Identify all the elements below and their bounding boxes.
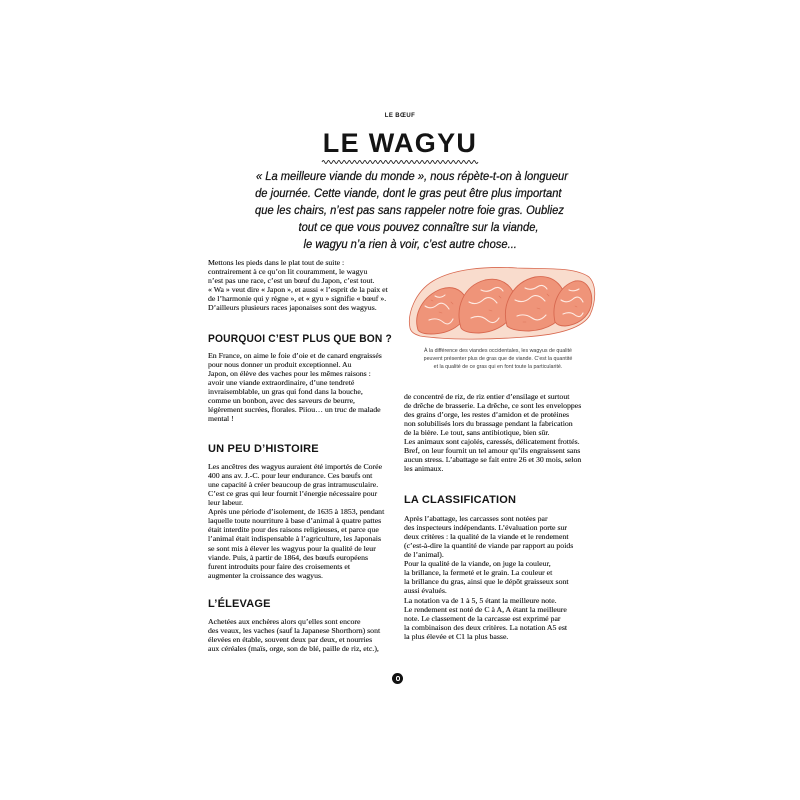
- lead-line: contrairement à ce qu’on lit couramment, le wagyu: [208, 266, 368, 276]
- section-heading-elevage: L’ÉLEVAGE: [208, 597, 271, 610]
- paragraph-line: furent introduits pour faire des croisements et: [208, 561, 351, 571]
- paragraph-elevage: [208, 617, 392, 653]
- illustration-caption: [404, 347, 592, 371]
- paragraph-line: leur labeur.: [208, 498, 244, 508]
- paragraph-line: de l’animal).: [404, 550, 444, 560]
- page-number-glyph-icon: [396, 676, 400, 681]
- paragraph-line: Les animaux sont cajolés, caressés, délicatement frottés.: [404, 437, 580, 447]
- paragraph-line: l’animal était indispensable à l’agriculture, les Japonais: [208, 534, 381, 544]
- paragraph-line: élevées en étable, souvent deux par deux, et nourries: [208, 634, 373, 644]
- paragraph-elevage-continued: [404, 392, 592, 474]
- paragraph-line: se sont mis à élever les wagyus pour la qualité de leur: [208, 543, 376, 553]
- paragraph-line: de drêche de brasserie. La drêche, ce sont les enveloppes: [404, 400, 582, 410]
- intro-line: de journée. Cette viande, dont le gras peut être plus important: [255, 186, 562, 200]
- caption-line: et la qualité de ce gras qui en font toute la particularité.: [433, 364, 563, 371]
- paragraph-line: En France, on aime le foie d’oie et de canard engraissés: [208, 350, 382, 360]
- paragraph-line: des grains d’orge, les restes d’amidon et de protéines: [404, 409, 570, 419]
- paragraph-line: avoir une viande extraordinaire, d’une tendreté: [208, 377, 355, 387]
- paragraph-line: Après une période d’isolement, de 1635 à 1853, pendant: [208, 507, 385, 517]
- paragraph-line: note. Le classement de la carcasse est exprimé par: [404, 613, 561, 623]
- paragraph-line: Après l’abattage, les carcasses sont notées par: [404, 513, 548, 523]
- paragraph-line: la plus élevée et C1 la plus basse.: [404, 631, 509, 641]
- paragraph-line: aussi évalués.: [404, 586, 447, 596]
- paragraph-line: la combinaison des deux critères. La notation A5 est: [404, 622, 568, 632]
- paragraph-line: Japon, on élève des vaches pour les mêmes raisons :: [208, 368, 371, 378]
- paragraph-histoire: [208, 462, 392, 580]
- paragraph-pourquoi: [208, 351, 392, 424]
- paragraph-line: invraisemblable, un gras qui fond dans la bouche,: [208, 387, 363, 397]
- intro-line: « La meilleure viande du monde », nous répète-t-on à longueur: [255, 169, 568, 183]
- paragraph-line: était interdite pour des raisons religieuses, et parce que: [208, 525, 379, 535]
- paragraph-line: la brillance du gras, ainsi que le dépôt graisseux sont: [404, 577, 569, 587]
- paragraph-line: mental !: [208, 414, 234, 424]
- paragraph-line: aux céréales (maïs, orge, son de blé, paille de riz, etc.),: [208, 643, 379, 653]
- marbled-wagyu-meat-illustration: [405, 262, 597, 342]
- intro-line: tout ce que vous pouvez connaître sur la viande,: [298, 220, 539, 234]
- decorative-squiggle-divider: [321, 158, 479, 166]
- paragraph-classification: [404, 514, 592, 641]
- intro-line: le wagyu n’a rien à voir, c’est autre chose...: [303, 237, 517, 251]
- paragraph-line: augmenter la croissance des wagyus.: [208, 570, 323, 580]
- paragraph-line: de concentré de riz, de riz entier d’ensilage et surtout: [404, 391, 570, 401]
- lead-line: de l’harmonie qui y règne », et « gyu » signifie « bœuf ».: [208, 294, 387, 304]
- section-heading-histoire: UN PEU D’HISTOIRE: [208, 442, 319, 455]
- lead-line: « Wa » veut dire « Japon », et aussi « l’esprit de la paix et: [208, 284, 388, 294]
- paragraph-line: non solubilisés lors du brassage pendant la fabrication: [404, 418, 573, 428]
- section-heading-classification: LA CLASSIFICATION: [404, 493, 517, 506]
- paragraph-line: aucun stress. L’abattage se fait entre 26 et 30 mois, selon: [404, 455, 582, 465]
- lead-line: D’ailleurs plusieurs races japonaises sont des wagyus.: [208, 303, 377, 313]
- paragraph-line: Bref, on leur fournit un tel amour qu’ils engraissent sans: [404, 446, 581, 456]
- paragraph-line: 400 ans av. J.-C. pour leur endurance. Ces bœufs ont: [208, 470, 373, 480]
- paragraph-line: Pour la qualité de la viande, on juge la couleur,: [404, 559, 551, 569]
- paragraph-line: les animaux.: [404, 464, 444, 474]
- paragraph-line: viande. Puis, à partir de 1864, des bœufs européens: [208, 552, 369, 562]
- paragraph-line: des veaux, les vaches (sauf la Japanese Shorthorn) sont: [208, 625, 381, 635]
- paragraph-line: légèrement sucrées, florales. Piiou… un truc de malade: [208, 405, 381, 415]
- paragraph-line: Le rendement est noté de C à A, A étant la meilleure: [404, 604, 567, 614]
- paragraph-line: laquelle toute nourriture à base d’animal à quatre pattes: [208, 516, 382, 526]
- paragraph-line: la brillance, la fermeté et le grain. La couleur et: [404, 568, 553, 578]
- caption-line: À la différence des viandes occidentales, les wagyus de qualité: [423, 348, 572, 355]
- intro-standfirst: [0, 168, 800, 253]
- paragraph-line: C’est ce gras qui leur fournit l’énergie nécessaire pour: [208, 488, 378, 498]
- section-label: LE BŒUF: [384, 113, 416, 119]
- lead-paragraph: [208, 258, 392, 313]
- paragraph-line: (c’est-à-dire la quantité de viande par rapport au poids: [404, 540, 574, 550]
- paragraph-line: Les ancêtres des wagyus auraient été importés de Corée: [208, 461, 383, 471]
- paragraph-line: comme un bonbon, avec des saveurs de beurre,: [208, 396, 356, 406]
- paragraph-line: de la bière. Le tout, sans antibiotique, bien sûr.: [404, 428, 550, 438]
- paragraph-line: une capacité à créer beaucoup de gras intramusculaire.: [208, 479, 379, 489]
- page-number-badge-icon: [392, 673, 403, 684]
- paragraph-line: pour nous donner un produit exceptionnel. Au: [208, 359, 352, 369]
- section-heading-pourquoi: POURQUOI C’EST PLUS QUE BON ?: [208, 332, 392, 345]
- paragraph-line: La notation va de 1 à 5, 5 étant la meilleure note.: [404, 595, 557, 605]
- paragraph-line: des inspecteurs indépendants. L’évaluation porte sur: [404, 522, 567, 532]
- intro-line: que les chairs, n’est pas sans rappeler notre foie gras. Oubliez: [255, 203, 564, 217]
- paragraph-line: Achetées aux enchères alors qu’elles sont encore: [208, 616, 361, 626]
- caption-line: peuvent présenter plus de gras que de viande. C’est la quantité: [423, 356, 573, 363]
- page-title: LE WAGYU: [322, 128, 478, 158]
- lead-line: n’est pas une race, c’est un bœuf du Japon, c’est tout.: [208, 275, 375, 285]
- paragraph-line: deux critères : la qualité de la viande et le rendement: [404, 531, 569, 541]
- lead-line: Mettons les pieds dans le plat tout de suite :: [208, 257, 345, 267]
